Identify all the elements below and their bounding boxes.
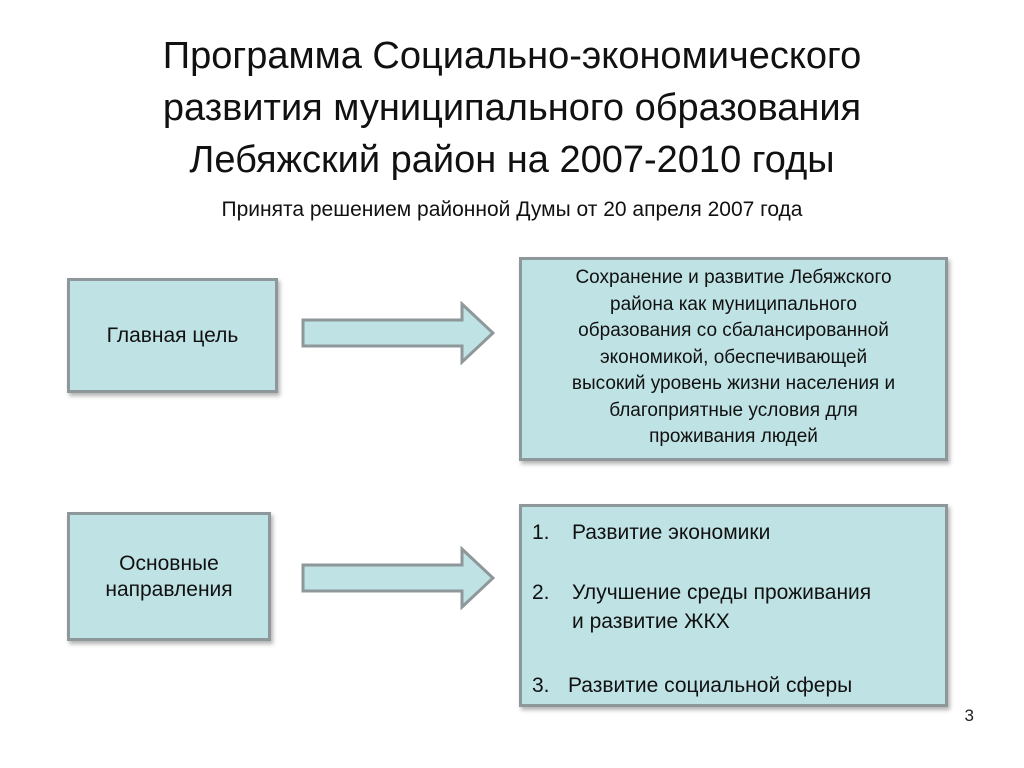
goal-text-line: благоприятные условия для <box>609 399 858 421</box>
slide-title <box>60 30 964 186</box>
right-arrow-icon <box>300 301 495 365</box>
goal-text-line: экономикой, обеспечивающей <box>599 346 868 368</box>
goal-text-line: Сохранение и развитие Лебяжского <box>575 267 892 288</box>
list-item-text: и развитие ЖКХ <box>572 610 730 633</box>
title-line: развития муниципального образования <box>162 87 862 129</box>
directions-box <box>67 512 271 641</box>
title-line: Программа Социально-экономического <box>162 35 862 77</box>
main-goal-label: Главная цель <box>106 323 239 347</box>
directions-label-line: Основные <box>119 551 219 575</box>
goal-text-line: высокий уровень жизни населения и <box>571 373 896 394</box>
goal-text-line: проживания людей <box>649 426 818 447</box>
list-item-number: 3. <box>532 674 550 697</box>
right-arrow-icon <box>300 546 495 610</box>
main-goal-box <box>67 278 278 393</box>
list-item-number: 2. <box>532 581 550 604</box>
goal-text-line: района как муниципального <box>610 293 857 315</box>
directions-list-box <box>519 504 948 707</box>
list-item-number: 1. <box>532 521 550 544</box>
list-item-text: Развитие социальной сферы <box>568 674 853 697</box>
page-number: 3 <box>964 706 974 725</box>
main-goal-description-box <box>519 257 948 461</box>
title-line: Лебяжский район на 2007-2010 годы <box>189 139 835 181</box>
directions-label <box>105 551 232 603</box>
list-item-text: Улучшение среды проживания <box>572 581 872 604</box>
list-item-text: Развитие экономики <box>572 521 771 544</box>
goal-text-line: образования со сбалансированной <box>578 320 889 341</box>
slide-subtitle: Принята решением районной Думы от 20 апреля 2007 года <box>221 198 803 221</box>
directions-label-line: направления <box>105 577 233 601</box>
